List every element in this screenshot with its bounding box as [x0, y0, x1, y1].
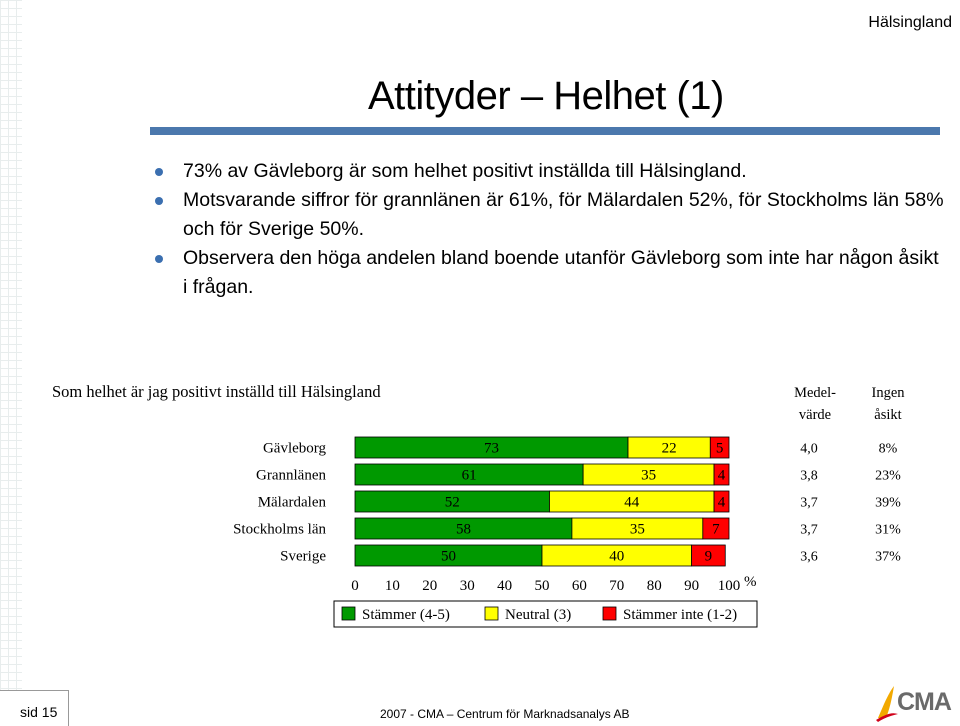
bar-value-label: 4 — [717, 467, 726, 484]
legend-swatch — [603, 607, 616, 620]
medel-value: 3,6 — [800, 549, 818, 565]
x-tick-label: 20 — [422, 578, 438, 594]
footer-credit: 2007 - CMA – Centrum för Marknadsanalys AB — [380, 707, 630, 721]
bar-value-label: 5 — [715, 440, 724, 457]
bullet-text: Observera den höga andelen bland boende utanför Gävleborg som inte har någon åsikt i frågan. — [183, 247, 939, 298]
bullet-text: Motsvarande siffror för grannlänen är 61%, för Mälardalen 52%, för Stockholms län 58% och för Sverige 50%. — [183, 189, 944, 240]
legend-label: Stämmer inte (1-2) — [623, 607, 738, 623]
bar-value-label: 73 — [484, 440, 500, 457]
chart-title: Som helhet är jag positivt inställd till Hälsingland — [52, 382, 381, 401]
category-label: Stockholms län — [233, 521, 326, 538]
medel-header-line1: Medel- — [794, 385, 836, 401]
x-tick-label: 80 — [646, 578, 662, 594]
bar-value-label: 61 — [461, 467, 477, 484]
bar-value-label: 9 — [704, 548, 713, 565]
medel-value: 3,7 — [800, 495, 818, 511]
bar-value-label: 4 — [717, 494, 726, 511]
x-tick-label: 10 — [384, 578, 400, 594]
x-tick-label: 0 — [351, 578, 359, 594]
bullet-text: 73% av Gävleborg är som helhet positivt inställda till Hälsingland. — [183, 160, 747, 182]
medel-value: 3,7 — [800, 522, 818, 538]
ingen-value: 37% — [875, 549, 901, 565]
x-tick-label: 70 — [609, 578, 625, 594]
bar-value-label: 35 — [629, 521, 645, 538]
medel-value: 4,0 — [800, 441, 818, 457]
bar-value-label: 40 — [609, 548, 625, 565]
ingen-header-line2: åsikt — [874, 407, 902, 423]
category-label: Gävleborg — [262, 440, 326, 457]
legend-swatch — [485, 607, 498, 620]
medel-value: 3,8 — [800, 468, 818, 484]
bar-value-label: 52 — [444, 494, 460, 511]
bar-value-label: 44 — [624, 494, 640, 511]
bar-value-label: 7 — [712, 521, 720, 538]
ingen-header-line1: Ingen — [871, 385, 905, 401]
ingen-value: 39% — [875, 495, 901, 511]
region-label: Hälsingland — [868, 14, 952, 31]
x-tick-label: 30 — [459, 578, 475, 594]
ingen-value: 23% — [875, 468, 901, 484]
bar-value-label: 58 — [455, 521, 471, 538]
bar-value-label: 22 — [661, 440, 677, 457]
x-tick-label: 40 — [497, 578, 513, 594]
x-tick-label: 90 — [684, 578, 700, 594]
x-tick-label: 100 — [717, 578, 741, 594]
ingen-value: 31% — [875, 522, 901, 538]
category-label: Sverige — [280, 548, 326, 565]
logo-text: CMA — [897, 688, 951, 716]
category-label: Grannlänen — [256, 467, 326, 484]
legend-swatch — [342, 607, 355, 620]
slide-title: Attityder – Helhet (1) — [368, 74, 724, 118]
category-label: Mälardalen — [257, 494, 326, 511]
bar-value-label: 50 — [441, 548, 456, 565]
page-number-box — [0, 690, 69, 726]
legend-label: Stämmer (4-5) — [362, 607, 450, 623]
bar-value-label: 35 — [641, 467, 657, 484]
x-tick-label: 60 — [571, 578, 587, 594]
legend-label: Neutral (3) — [505, 607, 572, 623]
x-unit-label: % — [744, 574, 757, 590]
x-tick-label: 50 — [534, 578, 550, 594]
medel-header-line2: värde — [798, 407, 832, 423]
page-number: sid 15 — [20, 704, 58, 720]
ingen-value: 8% — [878, 441, 898, 457]
